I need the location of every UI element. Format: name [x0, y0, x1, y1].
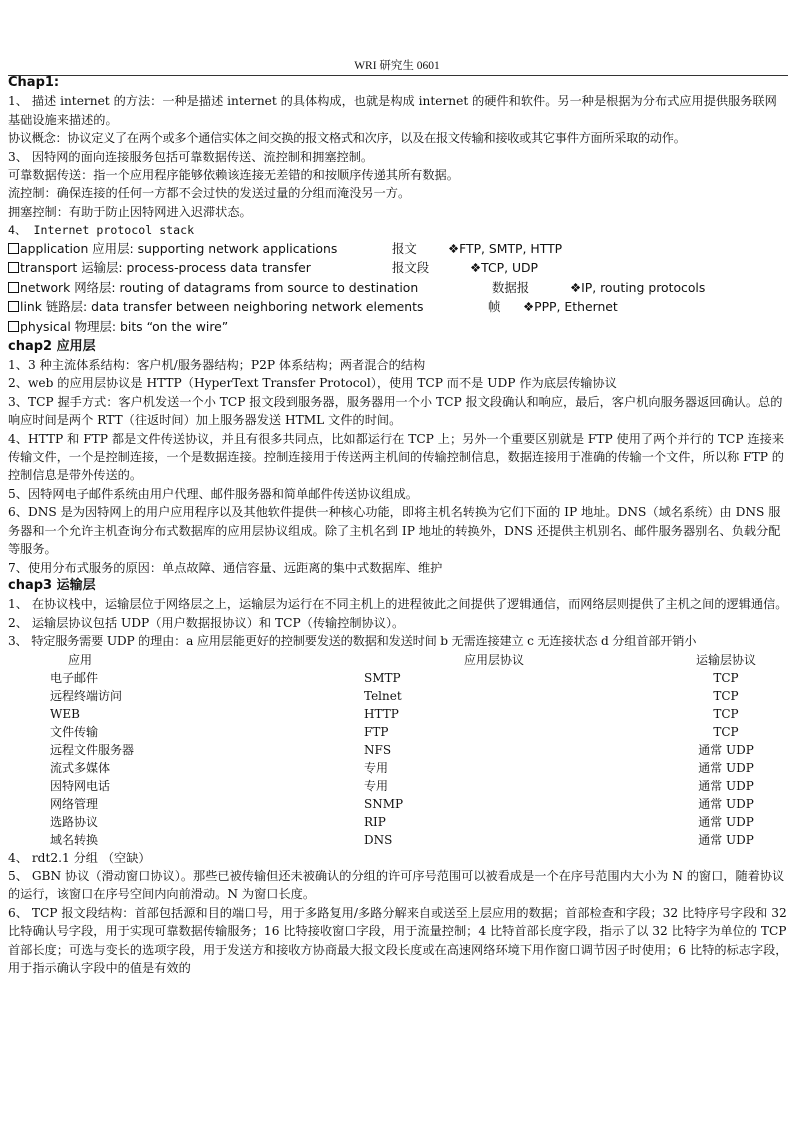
checkbox-icon — [8, 321, 19, 332]
table-cell: 专用 — [364, 778, 389, 793]
chap3-item-3: 3、 特定服务需要 UDP 的理由：a 应用层能更好的控制要发送的数据和发送时间 b 无需连接建立 c 无连接状态 d 分组首部开销小 — [8, 634, 697, 649]
table-cell: 文件传输 — [50, 724, 99, 739]
chap2-item-5: 5、因特网电子邮件系统由用户代理、邮件服务器和简单邮件传送协议组成。 — [8, 486, 418, 501]
table-row — [8, 687, 788, 705]
chap3-item-1: 1、 在协议栈中，运输层位于网络层之上，运输层为运行在不同主机上的进程彼此之间提供了逻辑通信，而网络层则提供了主机之间的逻辑通信。 — [8, 597, 788, 612]
checkbox-icon — [8, 243, 19, 254]
layer-pdu: 数据报 — [492, 279, 530, 295]
table-cell: WEB — [50, 706, 80, 721]
layer-pdu: 帧 — [488, 299, 501, 315]
layer-protocols: ❖TCP, UDP — [470, 260, 539, 276]
layer-name: transport 运输层: process-process data transfer — [20, 260, 311, 276]
table-cell: 通常 UDP — [698, 742, 754, 757]
chap2-item-4: 4、HTTP 和 FTP 都是文件传送协议，并且有很多共同点，比如都运行在 TCP 上；另外一个重要区别就是 FTP 使用了两个并行的 TCP 连接来传输文件，一个是控制连接，一个是数据连接。控制连接用于传送两主机间的传输控制信息，数据连接用于准确的传输一个文件，所以称 FTP 的控制信息是带外传送的。 — [8, 431, 785, 483]
table-cell: HTTP — [364, 706, 399, 721]
layer-name: application 应用层: supporting network applications — [20, 240, 338, 256]
layer-name: physical 物理层: bits “on the wire” — [20, 319, 229, 335]
table-cell: 远程终端访问 — [50, 688, 123, 703]
chap2-title: chap2 应用层 — [8, 338, 96, 354]
table-header-cell: 运输层协议 — [695, 652, 756, 667]
chap3-item-6: 6、 TCP 报文段结构：首部包括源和目的端口号，用于多路复用/多路分解来自或送至上层应用的数据；首部检查和字段；32 比特序号字段和 32 比特确认号字段，用于实现可靠数据传输服务；16 比特接收窗口字段，用于流量控制；4 比特首部长度字段，指示了以 32 比特字为单位的 TCP 首部长度；可选与变长的选项字段，用于发送方和接收方协商最大报文段长度或在高速网络环境下用作窗口调节因子时使用；6 比特的标志字段，用于指示确认字段中的值是有效的 — [8, 905, 788, 975]
chap2-item-1: 1、3 种主流体系结构：客户机/服务器结构；P2P 体系结构；两者混合的结构 — [8, 358, 426, 373]
layer-link — [8, 298, 788, 318]
table-cell: Telnet — [364, 688, 402, 703]
table-row — [8, 669, 788, 687]
chap3-item-5: 5、 GBN 协议（滑动窗口协议）。那些已被传输但还未被确认的分组的许可序号范围可以被看成是一个在序号范围内大小为 N 的窗口，随着协议的运行，该窗口在序号空间内向前滑动。N 为窗口长度。 — [8, 868, 785, 902]
protocol-table — [8, 651, 788, 849]
table-cell: RIP — [364, 814, 386, 829]
table-cell: 电子邮件 — [50, 670, 99, 685]
table-row — [8, 723, 788, 741]
table-cell: 通常 UDP — [698, 796, 754, 811]
table-header-cell: 应用层协议 — [463, 652, 524, 667]
layer-application — [8, 240, 788, 260]
table-cell: SNMP — [364, 796, 404, 811]
layer-protocols: ❖IP, routing protocols — [570, 279, 706, 295]
table-cell: DNS — [364, 832, 393, 847]
table-cell: 通常 UDP — [698, 814, 754, 829]
chap1-title: Chap1: — [8, 75, 60, 90]
table-cell: 通常 UDP — [698, 832, 754, 847]
layer-protocols: ❖PPP, Ethernet — [523, 299, 618, 315]
chap3-item-2: 2、 运输层协议包括 UDP（用户数据报协议）和 TCP（传输控制协议）。 — [8, 615, 405, 630]
layer-protocols: ❖FTP, SMTP, HTTP — [448, 240, 563, 256]
checkbox-icon — [8, 301, 19, 312]
table-cell: TCP — [713, 670, 739, 685]
table-row — [8, 795, 788, 813]
table-cell: NFS — [364, 742, 392, 757]
table-cell: 远程文件服务器 — [50, 742, 135, 757]
layer-pdu: 报文段 — [392, 260, 430, 276]
table-row — [8, 777, 788, 795]
table-cell: 通常 UDP — [698, 778, 754, 793]
chap3-item-4: 4、 rdt2.1 分组 （空缺） — [8, 850, 151, 865]
table-cell: 域名转换 — [50, 832, 99, 847]
layer-transport — [8, 259, 788, 279]
chap1-flow-control: 流控制：确保连接的任何一方都不会过快的发送过量的分组而淹没另一方。 — [8, 186, 411, 201]
page-header: WRI 研究生 0601 — [354, 60, 440, 72]
chap1-item-4: 4、 Internet protocol stack — [8, 223, 195, 238]
table-cell: 选路协议 — [50, 814, 99, 829]
table-row — [8, 741, 788, 759]
layer-physical — [8, 318, 788, 338]
table-cell: 因特网电话 — [50, 778, 111, 793]
checkbox-icon — [8, 262, 19, 273]
table-cell: FTP — [364, 724, 389, 739]
chap2-item-6: 6、DNS 是为因特网上的用户应用程序以及其他软件提供一种核心功能，即将主机名转换为它们下面的 IP 地址。DNS（域名系统）由 DNS 服务器和一个允许主机查询分布式数据库的应用层协议组成。除了主机名到 IP 地址的转换外，DNS 还提供主机别名、邮件服务器别名、负载分配等服务。 — [8, 505, 781, 557]
chap1-protocol-concept: 协议概念：协议定义了在两个或多个通信实体之间交换的报文格式和次序，以及在报文传输和接收或其它事件方面所采取的动作。 — [8, 131, 686, 146]
chap2-item-7: 7、使用分布式服务的原因：单点故障、通信容量、远距离的集中式数据库、维护 — [8, 560, 443, 575]
chap1-reliable-transfer: 可靠数据传送：指一个应用程序能够依赖该连接无差错的和按顺序传递其所有数据。 — [8, 168, 459, 183]
layer-network — [8, 279, 788, 299]
table-cell: 网络管理 — [50, 796, 99, 811]
chap1-item-3: 3、 因特网的面向连接服务包括可靠数据传送、流控制和拥塞控制。 — [8, 149, 374, 164]
chap2-item-2: 2、web 的应用层协议是 HTTP（HyperText Transfer Protocol），使用 TCP 而不是 UDP 作为底层传输协议 — [8, 376, 617, 391]
table-cell: 专用 — [364, 760, 389, 775]
table-cell: TCP — [713, 706, 739, 721]
layer-name: link 链路层: data transfer between neighboring network elements — [20, 299, 424, 315]
checkbox-icon — [8, 282, 19, 293]
table-row — [8, 813, 788, 831]
table-cell: 流式多媒体 — [50, 760, 111, 775]
chap3-title: chap3 运输层 — [8, 577, 96, 593]
chap1-item-1: 1、 描述 internet 的方法：一种是描述 internet 的具体构成，也就是构成 internet 的硬件和软件。另一种是根据为分布式应用提供服务联网基础设施来描述的。 — [8, 94, 777, 127]
table-header-row — [8, 651, 788, 669]
chap1-congestion-control: 拥塞控制：有助于防止因特网进入迟滞状态。 — [8, 204, 252, 219]
table-header-cell: 应用 — [68, 652, 93, 667]
layer-name: network 网络层: routing of datagrams from source to destination — [20, 279, 419, 295]
table-row — [8, 759, 788, 777]
table-cell: TCP — [713, 724, 739, 739]
table-cell: SMTP — [364, 670, 401, 685]
document-body — [8, 74, 788, 977]
table-cell: TCP — [713, 688, 739, 703]
table-row — [8, 831, 788, 849]
table-row — [8, 705, 788, 723]
layer-pdu: 报文 — [392, 240, 417, 256]
table-cell: 通常 UDP — [698, 760, 754, 775]
chap2-item-3: 3、TCP 握手方式：客户机发送一个小 TCP 报文段到服务器，服务器用一个小 TCP 报文段确认和响应，最后，客户机向服务器返回确认。总的响应时间是两个 RTT（往返时间）加上服务器发送 HTML 文件的时间。 — [8, 394, 783, 428]
